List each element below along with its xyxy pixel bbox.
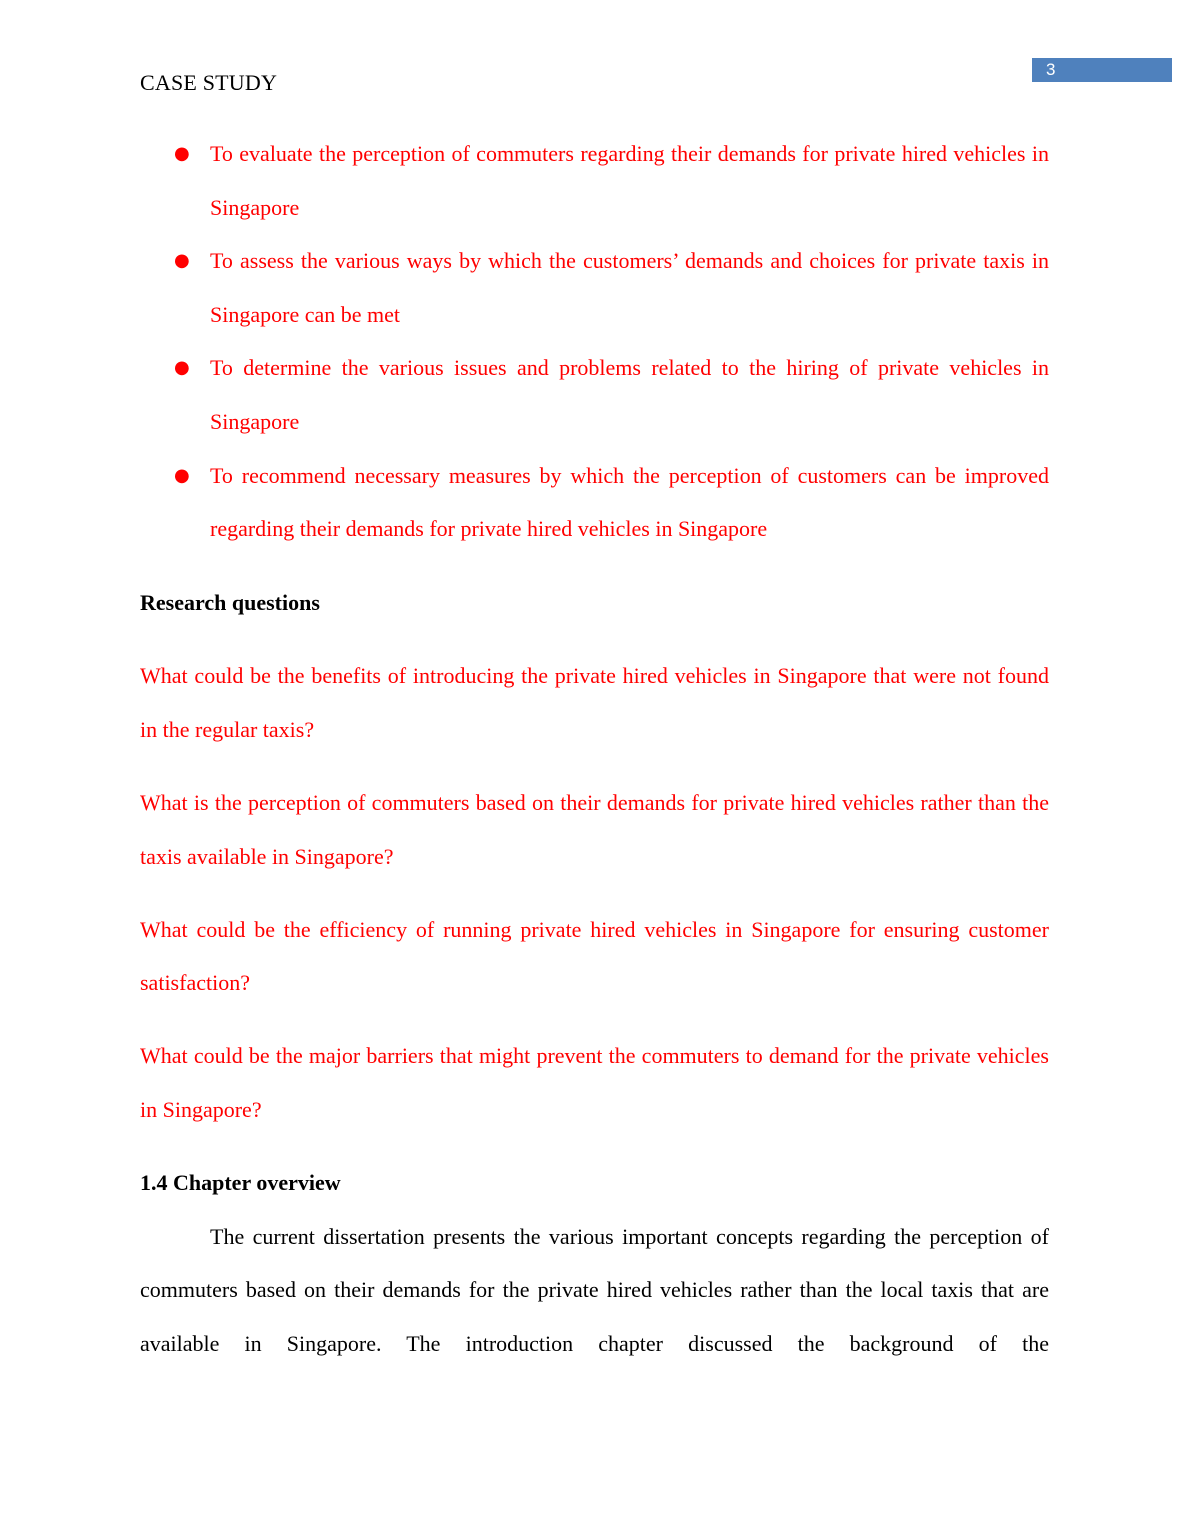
page-number-badge	[1032, 58, 1172, 82]
research-questions-heading: Research questions	[140, 589, 320, 615]
research-question: What is the perception of commuters based on their demands for private hired vehicles rather than the taxis available in Singapore?	[140, 790, 1049, 869]
research-question: What could be the efficiency of running private hired vehicles in Singapore for ensuring customer satisfaction?	[140, 916, 1049, 996]
objective-text: To recommend necessary measures by which the perception of customers can be improved regarding their demands for private hired vehicles in Singapore	[210, 462, 1049, 542]
objective-item	[140, 341, 1049, 448]
running-header-title: CASE STUDY	[140, 70, 278, 95]
objective-item	[140, 449, 1049, 556]
objectives-list	[140, 127, 1049, 556]
objective-text: To determine the various issues and problems related to the hiring of private vehicles in Singapore	[210, 355, 1049, 434]
objective-item	[140, 127, 1049, 234]
bullet-icon: ●	[174, 357, 190, 379]
bullet-icon: ●	[174, 464, 190, 486]
objective-item	[140, 234, 1049, 341]
chapter-overview-paragraph: The current dissertation presents the various important concepts regarding the perception of commuters based on their demands for the private hired vehicles rather than the local taxis that are available in Singapore. The introduction chapter discussed the background of the	[140, 1223, 1049, 1356]
bullet-icon: ●	[174, 250, 190, 272]
chapter-overview-heading: 1.4 Chapter overview	[140, 1170, 341, 1196]
research-question: What could be the benefits of introducing the private hired vehicles in Singapore that were not found in the regular taxis?	[140, 663, 1049, 742]
objective-text: To evaluate the perception of commuters regarding their demands for private hired vehicles in Singapore	[210, 141, 1049, 220]
research-question: What could be the major barriers that might prevent the commuters to demand for the private vehicles in Singapore?	[140, 1043, 1049, 1122]
bullet-icon: ●	[174, 143, 190, 164]
page-number: 3	[1046, 60, 1056, 79]
objective-text: To assess the various ways by which the customers’ demands and choices for private taxis in Singapore can be met	[210, 248, 1049, 327]
page-body	[140, 127, 1049, 1370]
